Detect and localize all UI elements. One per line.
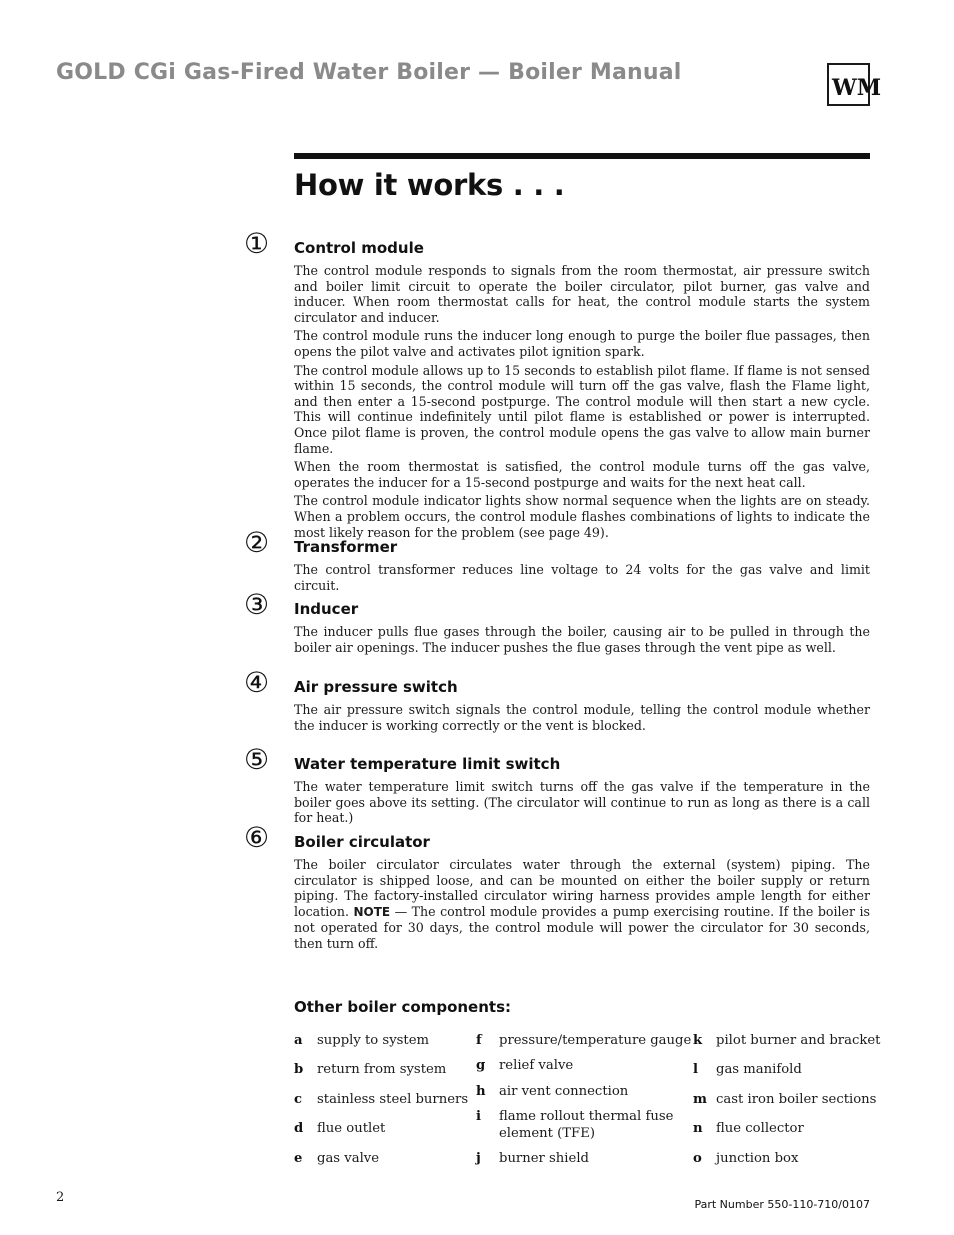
paragraph: When the room thermostat is satisfied, the control module turns off the gas valve, operates the inducer for a 15-second postpurge and waits for the next heat call. bbox=[294, 459, 870, 490]
part-number-label: Part Number bbox=[694, 1198, 764, 1211]
paragraph-text: — The control module provides a pump exercising routine. If the boiler is not operated for 30 days, the control module will power the circulator for 30 seconds, then turn off. bbox=[294, 903, 870, 951]
component-text: pilot burner and bracket bbox=[716, 1033, 881, 1048]
component-text: gas manifold bbox=[716, 1062, 802, 1077]
paragraph bbox=[294, 857, 870, 952]
component-letter: j bbox=[476, 1151, 481, 1166]
section-body bbox=[294, 702, 870, 733]
section-title: Control module bbox=[294, 239, 424, 257]
part-number-value: 550-110-710/0107 bbox=[767, 1198, 870, 1211]
document-header-title: GOLD CGi Gas-Fired Water Boiler — Boiler Manual bbox=[56, 60, 682, 85]
paragraph: The control module runs the inducer long enough to purge the boiler flue passages, then opens the pilot valve and activates pilot ignition spark. bbox=[294, 328, 870, 359]
component-letter: l bbox=[693, 1062, 699, 1077]
component-text: flue outlet bbox=[317, 1121, 386, 1136]
section-title: Inducer bbox=[294, 600, 359, 618]
component-text-line-2: element (TFE) bbox=[499, 1126, 595, 1141]
heading-rule bbox=[294, 153, 870, 159]
paragraph: The control module indicator lights show normal sequence when the lights are on steady. When a problem occurs, the control module flashes combinations of lights to indicate the most likely reason for the problem (see page 49). bbox=[294, 493, 870, 540]
section-body bbox=[294, 263, 870, 540]
section-body bbox=[294, 779, 870, 826]
component-letter: c bbox=[294, 1092, 303, 1107]
section-number: ④ bbox=[244, 666, 270, 699]
paragraph: The inducer pulls flue gases through the boiler, causing air to be pulled in through the boiler air openings. The inducer pushes the flue gases through the vent pipe as well. bbox=[294, 624, 870, 655]
component-text: relief valve bbox=[499, 1058, 574, 1073]
section-number: ② bbox=[244, 526, 270, 559]
section-air-pressure-switch bbox=[244, 666, 870, 736]
section-title: Transformer bbox=[294, 538, 398, 556]
component-text: flame rollout thermal fuse bbox=[499, 1109, 674, 1124]
component-text: cast iron boiler sections bbox=[716, 1092, 877, 1107]
section-body bbox=[294, 857, 870, 952]
other-components-heading: Other boiler components: bbox=[294, 998, 512, 1016]
component-text: stainless steel burners bbox=[317, 1092, 469, 1107]
component-text: pressure/temperature gauge bbox=[499, 1033, 692, 1048]
component-text: gas valve bbox=[317, 1151, 380, 1166]
paragraph: The control transformer reduces line voltage to 24 volts for the gas valve and limit circuit. bbox=[294, 562, 870, 593]
component-text: junction box bbox=[716, 1151, 799, 1166]
weil-mclain-logo bbox=[827, 63, 882, 106]
section-water-temperature-limit-switch bbox=[244, 743, 870, 829]
component-text: flue collector bbox=[716, 1121, 804, 1136]
section-number: ⑤ bbox=[244, 743, 270, 776]
component-letter: a bbox=[294, 1033, 303, 1048]
paragraph: The control module allows up to 15 seconds to establish pilot flame. If flame is not sensed within 15 seconds, the control module will turn off the gas valve, flash the Flame light, and then enter a 15-second postpurge. The control module will then start a new cycle. This will continue indefinitely until pilot flame is established or power is interrupted. Once pilot flame is proven, the control module opens the gas valve to allow main burner flame. bbox=[294, 362, 870, 456]
section-title: Water temperature limit switch bbox=[294, 755, 561, 773]
component-letter: n bbox=[693, 1121, 703, 1136]
component-letter: b bbox=[294, 1062, 304, 1077]
section-title: Air pressure switch bbox=[294, 678, 458, 696]
component-letter: o bbox=[693, 1151, 702, 1166]
paragraph: The air pressure switch signals the control module, telling the control module whether the inducer is working correctly or the vent is blocked. bbox=[294, 702, 870, 733]
component-letter: g bbox=[476, 1058, 486, 1073]
page-number: 2 bbox=[56, 1190, 65, 1205]
section-inducer bbox=[244, 588, 870, 658]
paragraph: The control module responds to signals from the room thermostat, air pressure switch and boiler limit circuit to operate the boiler circulator, pilot burner, gas valve and inducer. When room thermostat calls for heat, the control module starts the system circulator and inducer. bbox=[294, 263, 870, 325]
component-letter: i bbox=[476, 1109, 482, 1124]
section-control-module bbox=[244, 227, 870, 543]
component-letter: m bbox=[693, 1092, 707, 1107]
logo-text: WM bbox=[832, 75, 882, 101]
section-number: ⑥ bbox=[244, 821, 270, 854]
note-label: NOTE bbox=[353, 904, 391, 919]
section-body bbox=[294, 624, 870, 655]
section-number: ③ bbox=[244, 588, 270, 621]
section-boiler-circulator bbox=[244, 821, 870, 955]
section-number: ① bbox=[244, 227, 270, 260]
component-letter: d bbox=[294, 1121, 304, 1136]
component-letter: h bbox=[476, 1084, 486, 1099]
section-body bbox=[294, 562, 870, 593]
component-letter: e bbox=[294, 1151, 303, 1166]
component-text: return from system bbox=[317, 1062, 447, 1077]
component-letter: f bbox=[476, 1033, 482, 1048]
component-text: air vent connection bbox=[499, 1084, 629, 1099]
paragraph: The water temperature limit switch turns off the gas valve if the temperature in the boiler goes above its setting. (The circulator will continue to run as long as there is a call for heat.) bbox=[294, 779, 870, 826]
section-title: Boiler circulator bbox=[294, 833, 430, 851]
component-letter: k bbox=[693, 1033, 703, 1048]
component-text: supply to system bbox=[317, 1033, 430, 1048]
paragraph-text: The boiler circulator circulates water through the external (system) piping. The circulator is shipped loose, and can be mounted on either the boiler supply or return piping. The factory-installed circulator wiring harness provides ample length for either location. bbox=[294, 857, 870, 919]
part-number bbox=[694, 1198, 870, 1211]
component-text: burner shield bbox=[499, 1151, 589, 1166]
page-title: How it works . . . bbox=[294, 168, 565, 202]
section-transformer bbox=[244, 526, 870, 596]
